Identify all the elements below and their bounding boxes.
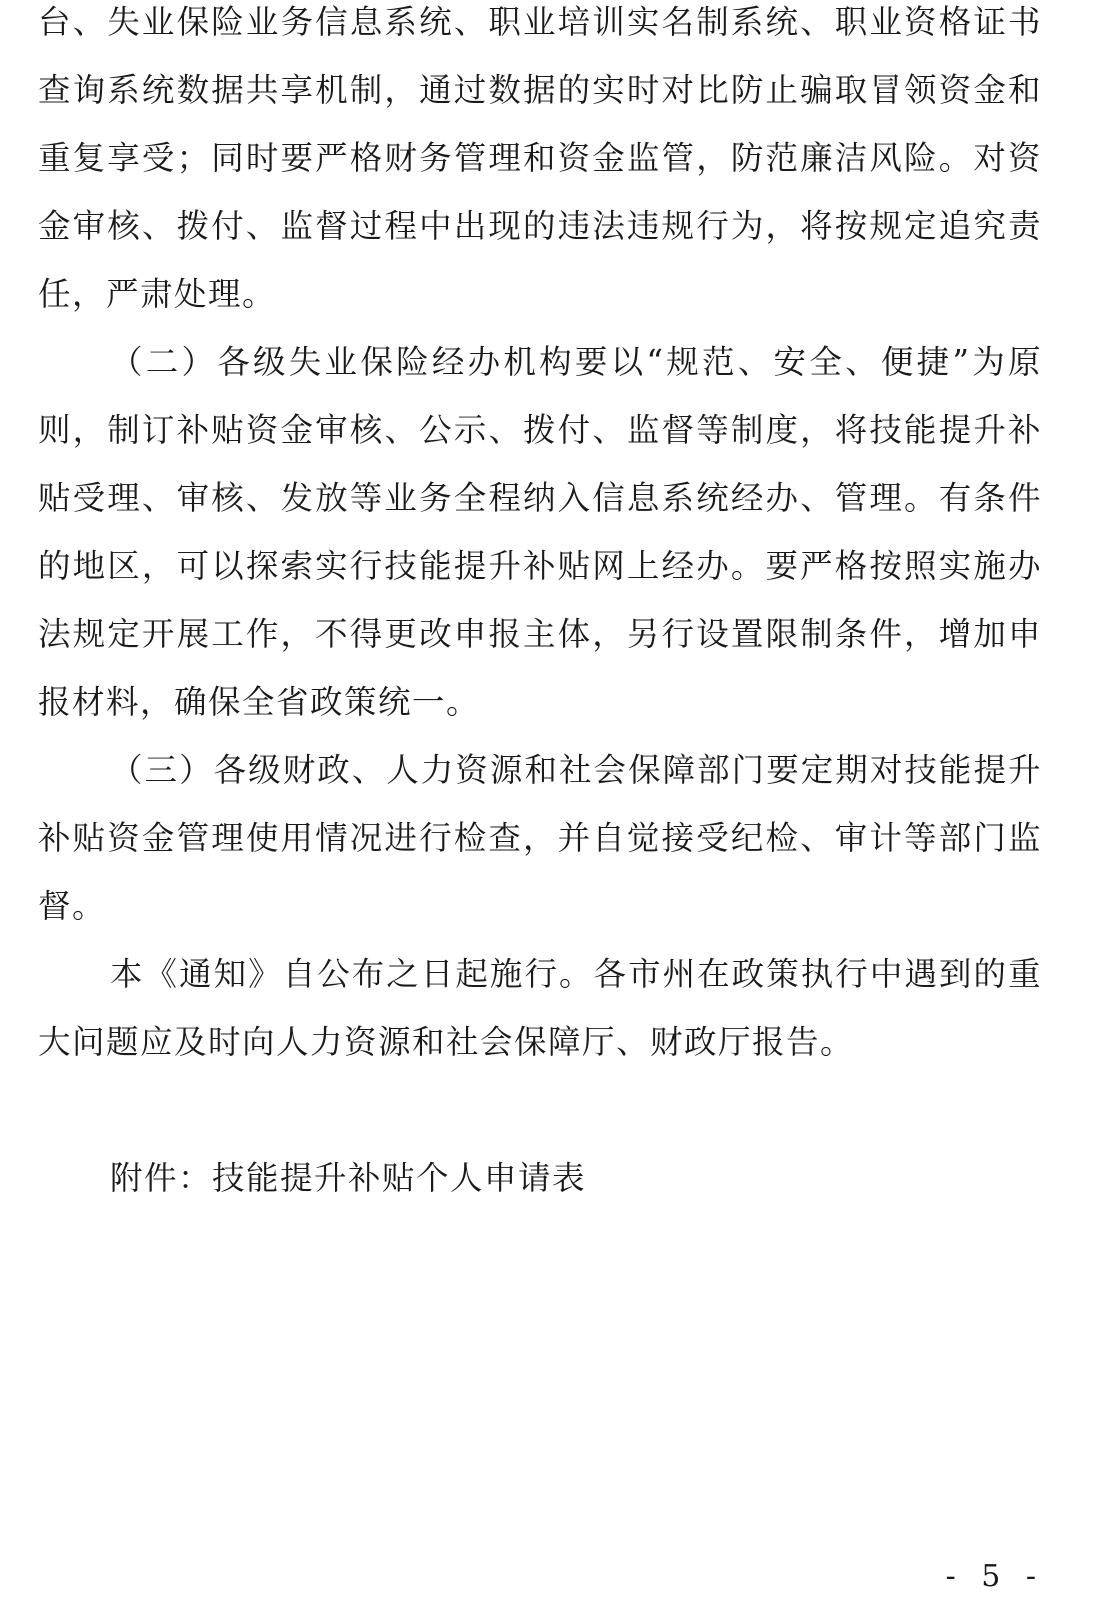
document-page bbox=[38, 0, 1042, 1212]
attachment-line: 附件：技能提升补贴个人申请表 bbox=[110, 1159, 587, 1197]
paragraph-section-2: （二）各级失业保险经办机构要以“规范、安全、便捷”为原则，制订补贴资金审核、公示、拨付、监督等制度，将技能提升补贴受理、审核、发放等业务全程纳入信息系统经办、管理。有条件的地区，可以探索实行技能提升补贴网上经办。要严格按照实施办法规定开展工作，不得更改申报主体，另行设置限制条件，增加申报材料，确保全省政策统一。 bbox=[38, 343, 1042, 721]
paragraph-effective-date: 本《通知》自公布之日起施行。各市州在政策执行中遇到的重大问题应及时向人力资源和社会保障厅、财政厅报告。 bbox=[38, 955, 1042, 1061]
paragraph-section-3: （三）各级财政、人力资源和社会保障部门要定期对技能提升补贴资金管理使用情况进行检查，并自觉接受纪检、审计等部门监督。 bbox=[38, 751, 1042, 925]
page-number: - 5 - bbox=[945, 1559, 1044, 1594]
paragraph-intro: 台、失业保险业务信息系统、职业培训实名制系统、职业资格证书查询系统数据共享机制，通过数据的实时对比防止骗取冒领资金和重复享受；同时要严格财务管理和资金监管，防范廉洁风险。对资金审核、拨付、监督过程中出现的违法违规行为，将按规定追究责任，严肃处理。 bbox=[38, 3, 1042, 313]
